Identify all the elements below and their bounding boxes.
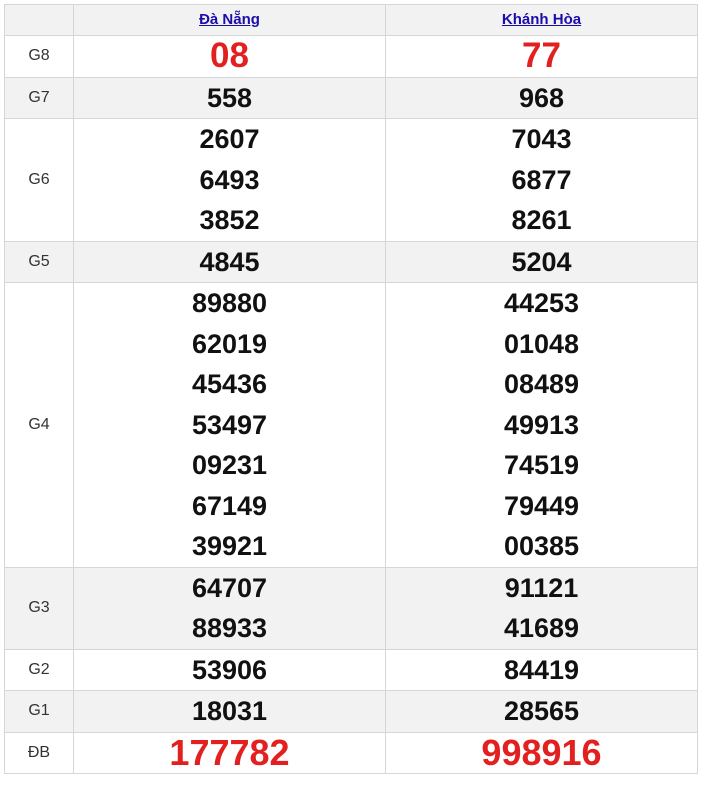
prize-label: G1 <box>5 691 74 733</box>
prize-row-g5 <box>5 241 698 283</box>
prize-number: 7043 <box>511 124 572 154</box>
prize-cell-da-nang <box>74 649 386 691</box>
prize-number: 79449 <box>503 490 580 521</box>
prize-number: 53497 <box>191 409 268 440</box>
prize-label: G3 <box>5 567 74 649</box>
prize-cell-khanh-hoa <box>386 732 698 774</box>
prize-row-g7 <box>5 77 698 119</box>
prize-number: 28565 <box>503 696 580 726</box>
prize-number: 88933 <box>191 613 268 643</box>
special-prize-number: 177782 <box>169 731 290 773</box>
prize-number: 6877 <box>511 164 572 195</box>
prize-label: ĐB <box>5 732 74 774</box>
prize-label: G4 <box>5 283 74 568</box>
prize-row-g3 <box>5 567 698 649</box>
prize-number: 3852 <box>199 205 260 235</box>
prize-number: 08 <box>210 36 249 75</box>
prize-number: 77 <box>522 36 561 75</box>
prize-number: 62019 <box>191 328 268 359</box>
prize-label: G6 <box>5 119 74 242</box>
prize-cell-khanh-hoa <box>386 241 698 283</box>
prize-number: 18031 <box>191 696 268 726</box>
special-prize-number: 998916 <box>481 731 602 773</box>
prize-number: 45436 <box>191 369 268 399</box>
prize-row-g2 <box>5 649 698 691</box>
prize-cell-da-nang <box>74 567 386 649</box>
prize-cell-da-nang <box>74 36 386 78</box>
header-row <box>5 5 698 36</box>
prize-cell-khanh-hoa <box>386 567 698 649</box>
prize-label: G8 <box>5 36 74 78</box>
prize-number: 4845 <box>199 246 260 277</box>
prize-cell-da-nang <box>74 732 386 774</box>
prize-cell-khanh-hoa <box>386 119 698 242</box>
prize-number: 41689 <box>503 613 580 643</box>
prize-number: 64707 <box>191 572 268 603</box>
header-corner-cell <box>5 5 74 36</box>
prize-cell-da-nang <box>74 119 386 242</box>
prize-row-g8 <box>5 36 698 78</box>
prize-number: 49913 <box>503 409 580 440</box>
prize-row-g4 <box>5 283 698 568</box>
province-header-cell <box>74 5 386 36</box>
prize-number: 2607 <box>199 124 260 154</box>
prize-cell-da-nang <box>74 691 386 733</box>
prize-row-g6 <box>5 119 698 242</box>
prize-number: 5204 <box>511 246 572 277</box>
prize-number: 89880 <box>191 288 268 318</box>
prize-number: 08489 <box>503 369 580 399</box>
prize-number: 968 <box>518 82 565 113</box>
prize-label: G5 <box>5 241 74 283</box>
province-link-da-nang[interactable]: Đà Nẵng <box>199 11 260 28</box>
prize-number: 8261 <box>511 205 572 235</box>
prize-cell-khanh-hoa <box>386 77 698 119</box>
prize-number: 00385 <box>503 531 580 561</box>
prize-cell-da-nang <box>74 241 386 283</box>
prize-label: G7 <box>5 77 74 119</box>
prize-number: 44253 <box>503 288 580 318</box>
lottery-results-table <box>4 4 698 774</box>
prize-row-special <box>5 732 698 774</box>
prize-cell-khanh-hoa <box>386 649 698 691</box>
prize-number: 84419 <box>503 654 580 685</box>
prize-cell-khanh-hoa <box>386 691 698 733</box>
prize-number: 01048 <box>503 328 580 359</box>
prize-row-g1 <box>5 691 698 733</box>
prize-number: 558 <box>206 82 253 113</box>
prize-number: 6493 <box>199 164 260 195</box>
prize-number: 67149 <box>191 490 268 521</box>
prize-cell-da-nang <box>74 77 386 119</box>
prize-number: 39921 <box>191 531 268 561</box>
prize-cell-khanh-hoa <box>386 283 698 568</box>
province-header-cell <box>386 5 698 36</box>
prize-number: 09231 <box>191 450 268 480</box>
prize-cell-khanh-hoa <box>386 36 698 78</box>
province-link-khanh-hoa[interactable]: Khánh Hòa <box>501 11 582 28</box>
prize-cell-da-nang <box>74 283 386 568</box>
prize-number: 91121 <box>504 572 579 603</box>
prize-number: 74519 <box>503 450 580 480</box>
prize-label: G2 <box>5 649 74 691</box>
prize-number: 53906 <box>191 654 268 685</box>
